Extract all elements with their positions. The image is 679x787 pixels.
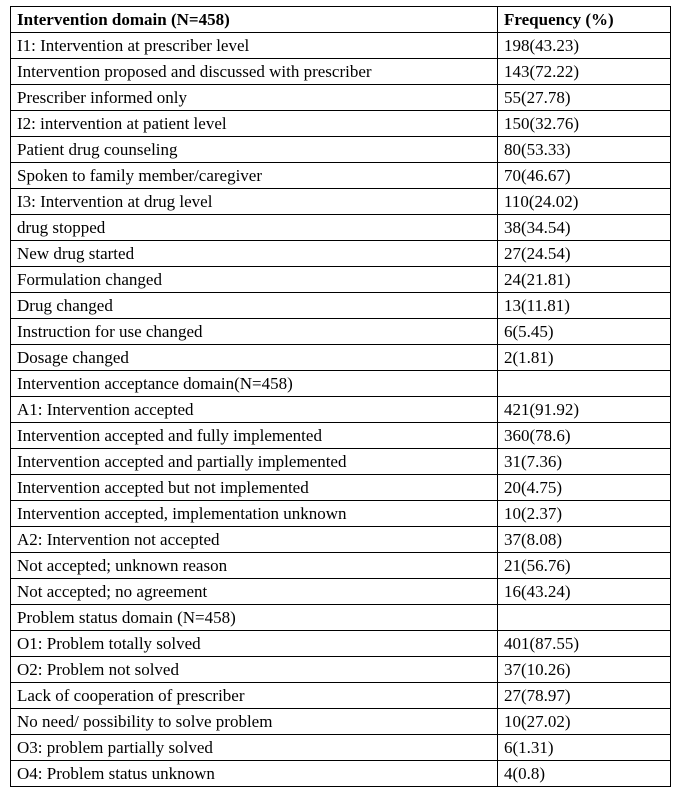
row-label: Intervention accepted and fully implemented (11, 423, 498, 449)
table-row (11, 501, 671, 527)
frequency-table (10, 6, 671, 787)
domain-header: Intervention domain (N=458) (11, 7, 498, 33)
row-label: Patient drug counseling (11, 137, 498, 163)
row-value: 10(2.37) (498, 501, 671, 527)
row-value: 401(87.55) (498, 631, 671, 657)
row-value: 16(43.24) (498, 579, 671, 605)
row-label: O2: Problem not solved (11, 657, 498, 683)
row-label: Spoken to family member/caregiver (11, 163, 498, 189)
table-row (11, 423, 671, 449)
row-label: I3: Intervention at drug level (11, 189, 498, 215)
table-row (11, 735, 671, 761)
row-label: I1: Intervention at prescriber level (11, 33, 498, 59)
row-label-indented: Lack of cooperation of prescriber (11, 683, 498, 709)
row-label-indented: No need/ possibility to solve problem (11, 709, 498, 735)
table-row (11, 189, 671, 215)
row-label: A2: Intervention not accepted (11, 527, 498, 553)
row-label: Drug changed (11, 293, 498, 319)
section-label: Intervention acceptance domain(N=458) (11, 371, 498, 397)
row-value: 360(78.6) (498, 423, 671, 449)
row-label: Prescriber informed only (11, 85, 498, 111)
table-row (11, 111, 671, 137)
row-value: 20(4.75) (498, 475, 671, 501)
row-value: 10(27.02) (498, 709, 671, 735)
row-value: 110(24.02) (498, 189, 671, 215)
header-row (11, 7, 671, 33)
section-label: Problem status domain (N=458) (11, 605, 498, 631)
row-value: 143(72.22) (498, 59, 671, 85)
row-label: O4: Problem status unknown (11, 761, 498, 787)
table-row (11, 267, 671, 293)
row-value: 55(27.78) (498, 85, 671, 111)
row-label: drug stopped (11, 215, 498, 241)
row-value: 27(24.54) (498, 241, 671, 267)
row-value: 38(34.54) (498, 215, 671, 241)
table-row (11, 319, 671, 345)
row-label: Intervention accepted and partially implemented (11, 449, 498, 475)
row-label: Dosage changed (11, 345, 498, 371)
row-label: O3: problem partially solved (11, 735, 498, 761)
row-label: Intervention accepted but not implemented (11, 475, 498, 501)
table-row (11, 293, 671, 319)
table-row (11, 709, 671, 735)
section-row (11, 371, 671, 397)
table-row (11, 345, 671, 371)
table-row (11, 631, 671, 657)
row-value (498, 371, 671, 397)
table-row (11, 85, 671, 111)
row-value: 27(78.97) (498, 683, 671, 709)
row-value: 21(56.76) (498, 553, 671, 579)
table-row (11, 137, 671, 163)
table-row (11, 241, 671, 267)
row-value: 150(32.76) (498, 111, 671, 137)
row-value: 6(5.45) (498, 319, 671, 345)
row-value: 70(46.67) (498, 163, 671, 189)
section-row (11, 605, 671, 631)
table-row (11, 33, 671, 59)
row-value: 198(43.23) (498, 33, 671, 59)
row-value: 24(21.81) (498, 267, 671, 293)
row-label: Intervention accepted, implementation unknown (11, 501, 498, 527)
table-row (11, 553, 671, 579)
table-row (11, 449, 671, 475)
row-value: 4(0.8) (498, 761, 671, 787)
frequency-header: Frequency (%) (498, 7, 671, 33)
table-row (11, 215, 671, 241)
row-value: 37(10.26) (498, 657, 671, 683)
row-label: Not accepted; no agreement (11, 579, 498, 605)
row-label: I2: intervention at patient level (11, 111, 498, 137)
row-label: New drug started (11, 241, 498, 267)
row-value (498, 605, 671, 631)
table-row (11, 579, 671, 605)
table-row (11, 683, 671, 709)
row-label: A1: Intervention accepted (11, 397, 498, 423)
table-row (11, 59, 671, 85)
row-label: O1: Problem totally solved (11, 631, 498, 657)
row-value: 2(1.81) (498, 345, 671, 371)
row-value: 13(11.81) (498, 293, 671, 319)
row-value: 421(91.92) (498, 397, 671, 423)
row-label: Instruction for use changed (11, 319, 498, 345)
table-row (11, 527, 671, 553)
row-value: 80(53.33) (498, 137, 671, 163)
row-label: Intervention proposed and discussed with prescriber (11, 59, 498, 85)
table-row (11, 397, 671, 423)
table-row (11, 475, 671, 501)
table-row (11, 163, 671, 189)
row-value: 31(7.36) (498, 449, 671, 475)
table-row (11, 657, 671, 683)
row-label: Formulation changed (11, 267, 498, 293)
row-label: Not accepted; unknown reason (11, 553, 498, 579)
row-value: 37(8.08) (498, 527, 671, 553)
row-value: 6(1.31) (498, 735, 671, 761)
